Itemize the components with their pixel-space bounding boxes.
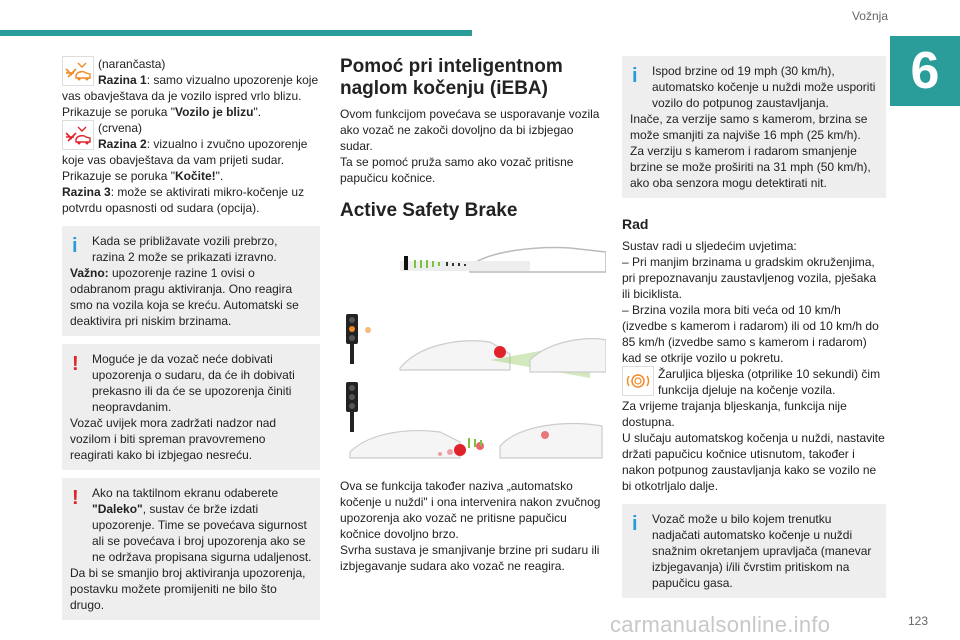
warning-setting: "Daleko"	[92, 502, 143, 516]
active-safety-brake-illustration	[340, 232, 606, 472]
level1-text: : samo vizualno upozorenje koje vas obavještava da je vozilo ispred vrlo blizu. Prikazuje se poruka "	[62, 73, 319, 119]
watermark-text: carmanualsonline.info	[610, 612, 831, 637]
warning-box	[62, 344, 320, 470]
level2-message: Kočite!	[174, 169, 216, 183]
level2-label: Razina 2	[98, 137, 147, 151]
rad-condition-1: – Pri manjim brzinama u gradskim okruženjima, pri prepoznavanju zaustavljenog vozila, pješaka ili biciklista.	[622, 255, 877, 301]
illustration-panel-3	[346, 382, 602, 458]
level3-label: Razina 3	[62, 185, 111, 199]
level1-label: Razina 1	[98, 73, 147, 87]
info-text-3: Za verziju s kamerom i radarom smanjenje brzine se može proširiti na 31 mph (50 km/h), ako oba senzora mogu detektirati nit.	[630, 144, 871, 190]
level3-text: : može se aktivirati mikro-kočenje uz potvrdu opasnosti od sudara (opcija).	[62, 185, 305, 215]
warning-text: Ako na taktilnom ekranu odaberete	[92, 486, 279, 500]
rad-paragraph-5: U slučaju automatskog kočenja u nuždi, nastavite držati papučicu kočnice utisnutom, također i nakon potpunog zaustavljanja kako se vozilo ne bi otkotrljalo dalje.	[622, 431, 885, 493]
warning-text: Moguće je da vozač neće dobivati upozorenja o sudaru, da će ih dobivati prekasno ili da će se upozorenja činiti neopravdanim.	[92, 352, 295, 414]
column-2	[340, 56, 606, 574]
warning-text-cont: , sustav će brže izdati upozorenje. Time se povećava sigurnost ali se povećava i broj upozorenja ako se ne održava propisana sigurna udaljenost.	[92, 502, 312, 564]
asb-paragraph-2: Svrha sustava je smanjivanje brzine pri sudaru ili izbjegavanje sudara ako vozač ne reagira.	[340, 543, 600, 573]
warning-icon: !	[72, 487, 79, 509]
header-accent-bar	[0, 30, 472, 36]
ieba-paragraph-1: Ovom funkcijom povećava se usporavanje vozila ako vozač ne zakoči dovoljno da bi izbjegao sudar.	[340, 107, 600, 153]
warning-lamp-paragraph	[622, 366, 886, 398]
warning-lamp-text: Žaruljica bljeska (otprilike 10 sekundi) čim funkcija djeluje na kočenje vozila.	[658, 367, 881, 397]
illustration-panel-2	[346, 314, 606, 378]
warning-text-2: Vozač uvijek mora zadržati nadzor nad vozilom i biti spreman pravovremeno reagirati kako bi izbjegao nesreću.	[70, 416, 277, 462]
chapter-tab: 6	[890, 36, 960, 106]
rad-paragraph-4: Za vrijeme trajanja bljeskanja, funkcija nije dostupna.	[622, 399, 847, 429]
section-title-ieba: Pomoć pri inteligentnom naglom kočenju (iEBA)	[340, 56, 563, 99]
info-text: Ispod brzine od 19 mph (30 km/h), automatsko kočenje u nuždi može usporiti vozilo do potpunog zaustavljanja.	[652, 64, 876, 110]
rad-condition-2: – Brzina vozila mora biti veća od 10 km/h (izvedbe s kamerom i radarom) ili od 10 km/h do 85 km/h (izvedbe samo s kamerom i radarom) kad se otkrije vozilo u pokretu.	[622, 303, 879, 365]
color-note: (narančasta)	[98, 57, 166, 71]
info-text: Vozač može u bilo kojem trenutku nadjačati automatsko kočenje u nuždi snažnim okretanjem upravljača (manevar izbjegavanja) i/ili čvrstim pritiskom na papučicu gasa.	[652, 512, 872, 590]
info-box	[622, 56, 886, 198]
brake-warning-lamp-icon	[622, 366, 654, 396]
level1-paragraph	[62, 56, 320, 120]
info-box	[62, 226, 320, 336]
page-number: 123	[907, 614, 928, 628]
section-title-asb: Active Safety Brake	[340, 200, 518, 221]
column-1	[62, 56, 320, 620]
collision-warning-red-icon	[62, 120, 94, 150]
ieba-paragraph-2: Ta se pomoć pruža samo ako vozač pritisne papučicu kočnice.	[340, 155, 574, 185]
warning-box	[62, 478, 320, 620]
info-text: Kada se približavate vozili prebrzo, razina 2 može se prikazati izravno.	[92, 234, 278, 264]
info-label: Važno:	[70, 266, 109, 280]
level2-end: ".	[215, 169, 224, 183]
warning-text-2: Da bi se smanjio broj aktiviranja upozorenja, postavku možete promijeniti ne bilo što drugo.	[70, 566, 306, 612]
rad-paragraph-1: Sustav radi u sljedećim uvjetima:	[622, 239, 797, 253]
warning-icon: !	[72, 353, 79, 375]
collision-warning-orange-icon	[62, 56, 94, 86]
info-text-2: Inače, za verzije samo s kamerom, brzina se može smanjiti za najviše 16 mph (25 km/h).	[630, 112, 868, 142]
level2-text: : vizualno i zvučno upozorenje koje vas obavještava da vam prijeti sudar. Prikazuje se poruka "	[62, 137, 308, 183]
info-icon: i	[632, 65, 638, 87]
info-text-2: upozorenje razine 1 ovisi o odabranom pragu aktiviranja. Ono reagira smo na vozila koja se kreću. Automatski se deaktivira pri niskim brzinama.	[70, 266, 299, 328]
level3-paragraph	[62, 184, 320, 216]
running-head: Vožnja	[851, 9, 888, 23]
level1-end: ".	[253, 105, 262, 119]
info-icon: i	[632, 513, 638, 535]
level1-message: Vozilo je blizu	[174, 105, 254, 119]
illustration-panel-1	[400, 248, 606, 272]
level2-paragraph	[62, 120, 320, 184]
info-box	[622, 504, 886, 598]
asb-paragraph-1: Ova se funkcija također naziva „automatsko kočenje u nuždi" i ona intervenira nakon zvučnog upozorenja ako vozač ne pritisne papučicu kočnice dovoljno brzo.	[340, 479, 601, 541]
info-icon: i	[72, 235, 78, 257]
color-note: (crvena)	[98, 121, 143, 135]
section-title-rad: Rad	[622, 216, 649, 232]
column-3	[622, 56, 886, 598]
